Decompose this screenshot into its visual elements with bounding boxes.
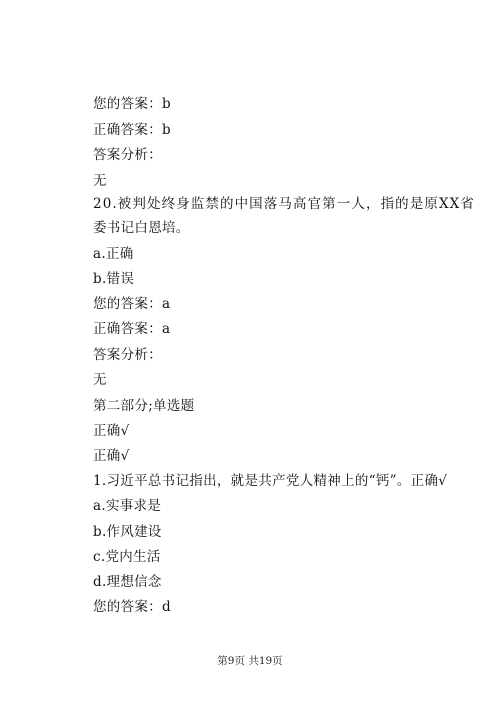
page-number-footer: 第9页 共19页 — [217, 655, 283, 667]
option-a: a.实事求是 — [93, 498, 162, 514]
answer-analysis-text: 无 — [93, 372, 107, 388]
question-1-text: 1.习近平总书记指出，就是共产党人精神上的“钙”。正确√ — [93, 473, 448, 489]
your-answer-line: 您的答案：a — [93, 296, 171, 312]
answer-analysis-label: 答案分析： — [93, 147, 162, 163]
option-a: a.正确 — [93, 246, 134, 262]
answer-analysis-text: 无 — [93, 173, 107, 189]
question-20-text-continued: 委书记白恩培。 — [93, 220, 190, 236]
option-d: d.理想信念 — [93, 574, 162, 590]
your-answer-line: 您的答案：d — [93, 599, 171, 615]
correct-mark-line: 正确√ — [93, 448, 130, 464]
correct-answer-line: 正确答案：a — [93, 321, 171, 337]
option-b: b.错误 — [93, 271, 135, 287]
correct-answer-line: 正确答案：b — [93, 122, 171, 138]
section-heading: 第二部分;单选题 — [93, 398, 195, 414]
option-c: c.党内生活 — [93, 549, 161, 565]
question-20-text: 20.被判处终身监禁的中国落马高官第一人，指的是原XX省 — [93, 196, 475, 212]
option-b: b.作风建设 — [93, 524, 162, 540]
your-answer-line: 您的答案：b — [93, 96, 171, 112]
correct-mark-line: 正确√ — [93, 423, 130, 439]
answer-analysis-label: 答案分析： — [93, 347, 162, 363]
